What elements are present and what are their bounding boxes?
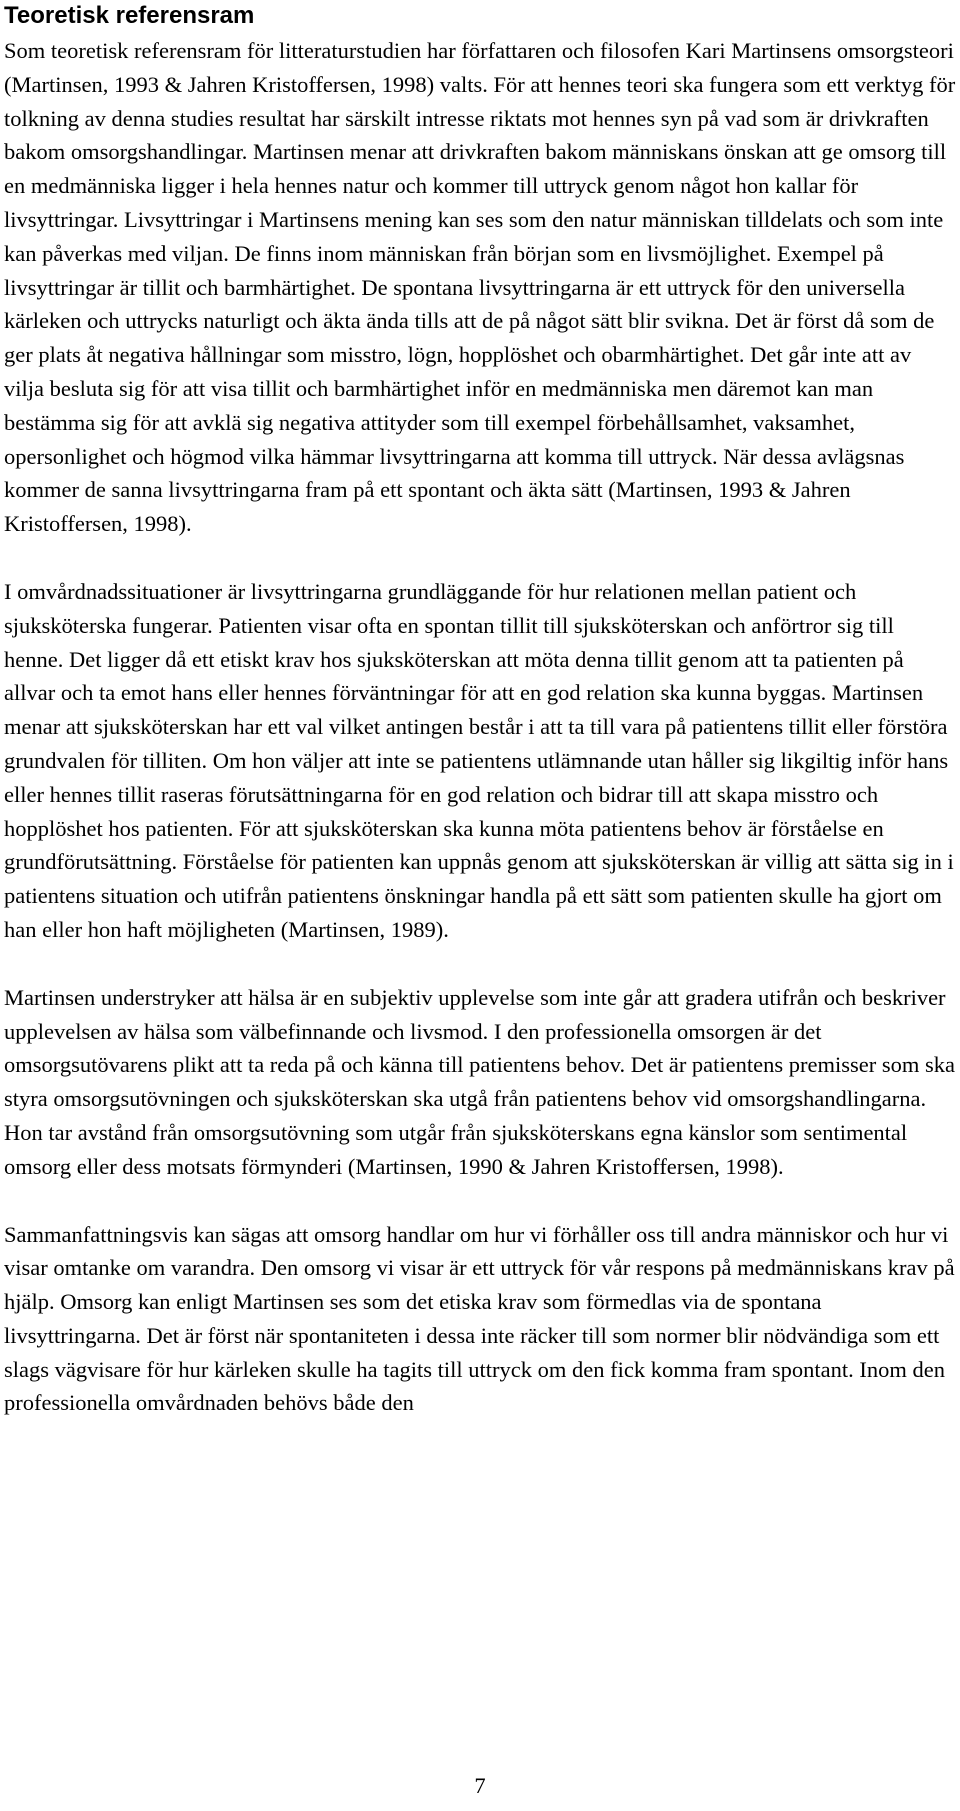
- page-number: 7: [474, 1773, 486, 1798]
- paragraph-2: I omvårdnadssituationer är livsyttringarna grundläggande för hur relationen mellan patient och sjuksköterska fungerar. Patienten visar ofta en spontan tillit till sjuksköterskan och anförtror sig till henne. Det ligger då ett etiskt krav hos sjuksköterskan att möta denna tillit genom att ta patienten på allvar och ta emot hans eller hennes förväntningar för att en god relation ska kunna byggas. Martinsen menar att sjuksköterskan har ett val vilket antingen består i att ta till vara på patientens tillit eller förstöra grundvalen för tilliten. Om hon väljer att inte se patientens utlämnande utan håller sig likgiltig inför hans eller hennes tillit raseras förutsättningarna för en god relation och bidrar till att skapa misstro och hopplöshet hos patienten. För att sjuksköterskan ska kunna möta patientens behov är förståelse en grundförutsättning. Förståelse för patienten kan uppnås genom att sjuksköterskan är villig att sätta sig in i patientens situation och utifrån patientens önskningar handla på ett sätt som patienten skulle ha gjort om han eller hon haft möjligheten (Martinsen, 1989).: [4, 578, 954, 942]
- paragraph-1: Som teoretisk referensram för litteraturstudien har författaren och filosofen Kari Martinsens omsorgsteori (Martinsen, 1993 & Jahren Kristoffersen, 1998) valts. För att hennes teori ska fungera som ett verktyg för tolkning av denna studies resultat har särskilt intresse riktats mot hennes syn på vad som är drivkraften bakom omsorgshandlingar. Martinsen menar att drivkraften bakom människans önskan att ge omsorg till en medmänniska ligger i hela hennes natur och kommer till uttryck genom något hon kallar för livsyttringar. Livsyttringar i Martinsens mening kan ses som den natur människan tilldelats och som inte kan påverkas med viljan. De finns inom människan från början som en livsmöjlighet. Exempel på livsyttringar är tillit och barmhärtighet. De spontana livsyttringarna är ett uttryck för den universella kärleken och uttrycks naturligt och äkta ända tills att de på något sätt blir svikna. Det är först då som de ger plats åt negativa hållningar som misstro, lögn, hopplöshet och obarmhärtighet. Det går inte att av vilja besluta sig för att visa tillit och barmhärtighet inför en medmänniska men däremot kan man bestämma sig för att avklä sig negativa attityder som till exempel förbehållsamhet, vaksamhet, opersonlighet och högmod vilka hämmar livsyttringarna att komma till uttryck. När dessa avlägsnas kommer de sanna livsyttringarna fram på ett spontant och äkta sätt (Martinsen, 1993 & Jahren Kristoffersen, 1998).: [4, 38, 956, 537]
- section-heading: Teoretisk referensram: [4, 2, 255, 29]
- paragraph-4: Sammanfattningsvis kan sägas att omsorg handlar om hur vi förhåller oss till andra människor och hur vi visar omtanke om varandra. Den omsorg vi visar är ett uttryck för vår respons på medmänniskans krav på hjälp. Omsorg kan enligt Martinsen ses som det etiska krav som förmedlas via de spontana livsyttringarna. Det är först när spontaniteten i dessa inte räcker till som normer blir nödvändiga som ett slags vägvisare för hur kärleken skulle ha tagits till uttryck om den fick komma fram spontant. Inom den professionella omvårdnaden behövs både den: [4, 1221, 955, 1416]
- paragraph-3: Martinsen understryker att hälsa är en subjektiv upplevelse som inte går att gradera utifrån och beskriver upplevelsen av hälsa som välbefinnande och livsmod. I den professionella omsorgen är det omsorgsutövarens plikt att ta reda på och känna till patientens behov. Det är patientens premisser som ska styra omsorgsutövningen och sjuksköterskan ska utgå från patientens behov vid omsorgshandlingarna. Hon tar avstånd från omsorgsutövning som utgår från sjuksköterskans egna känslor som sentimental omsorg eller dess motsats förmynderi (Martinsen, 1990 & Jahren Kristoffersen, 1998).: [4, 984, 955, 1179]
